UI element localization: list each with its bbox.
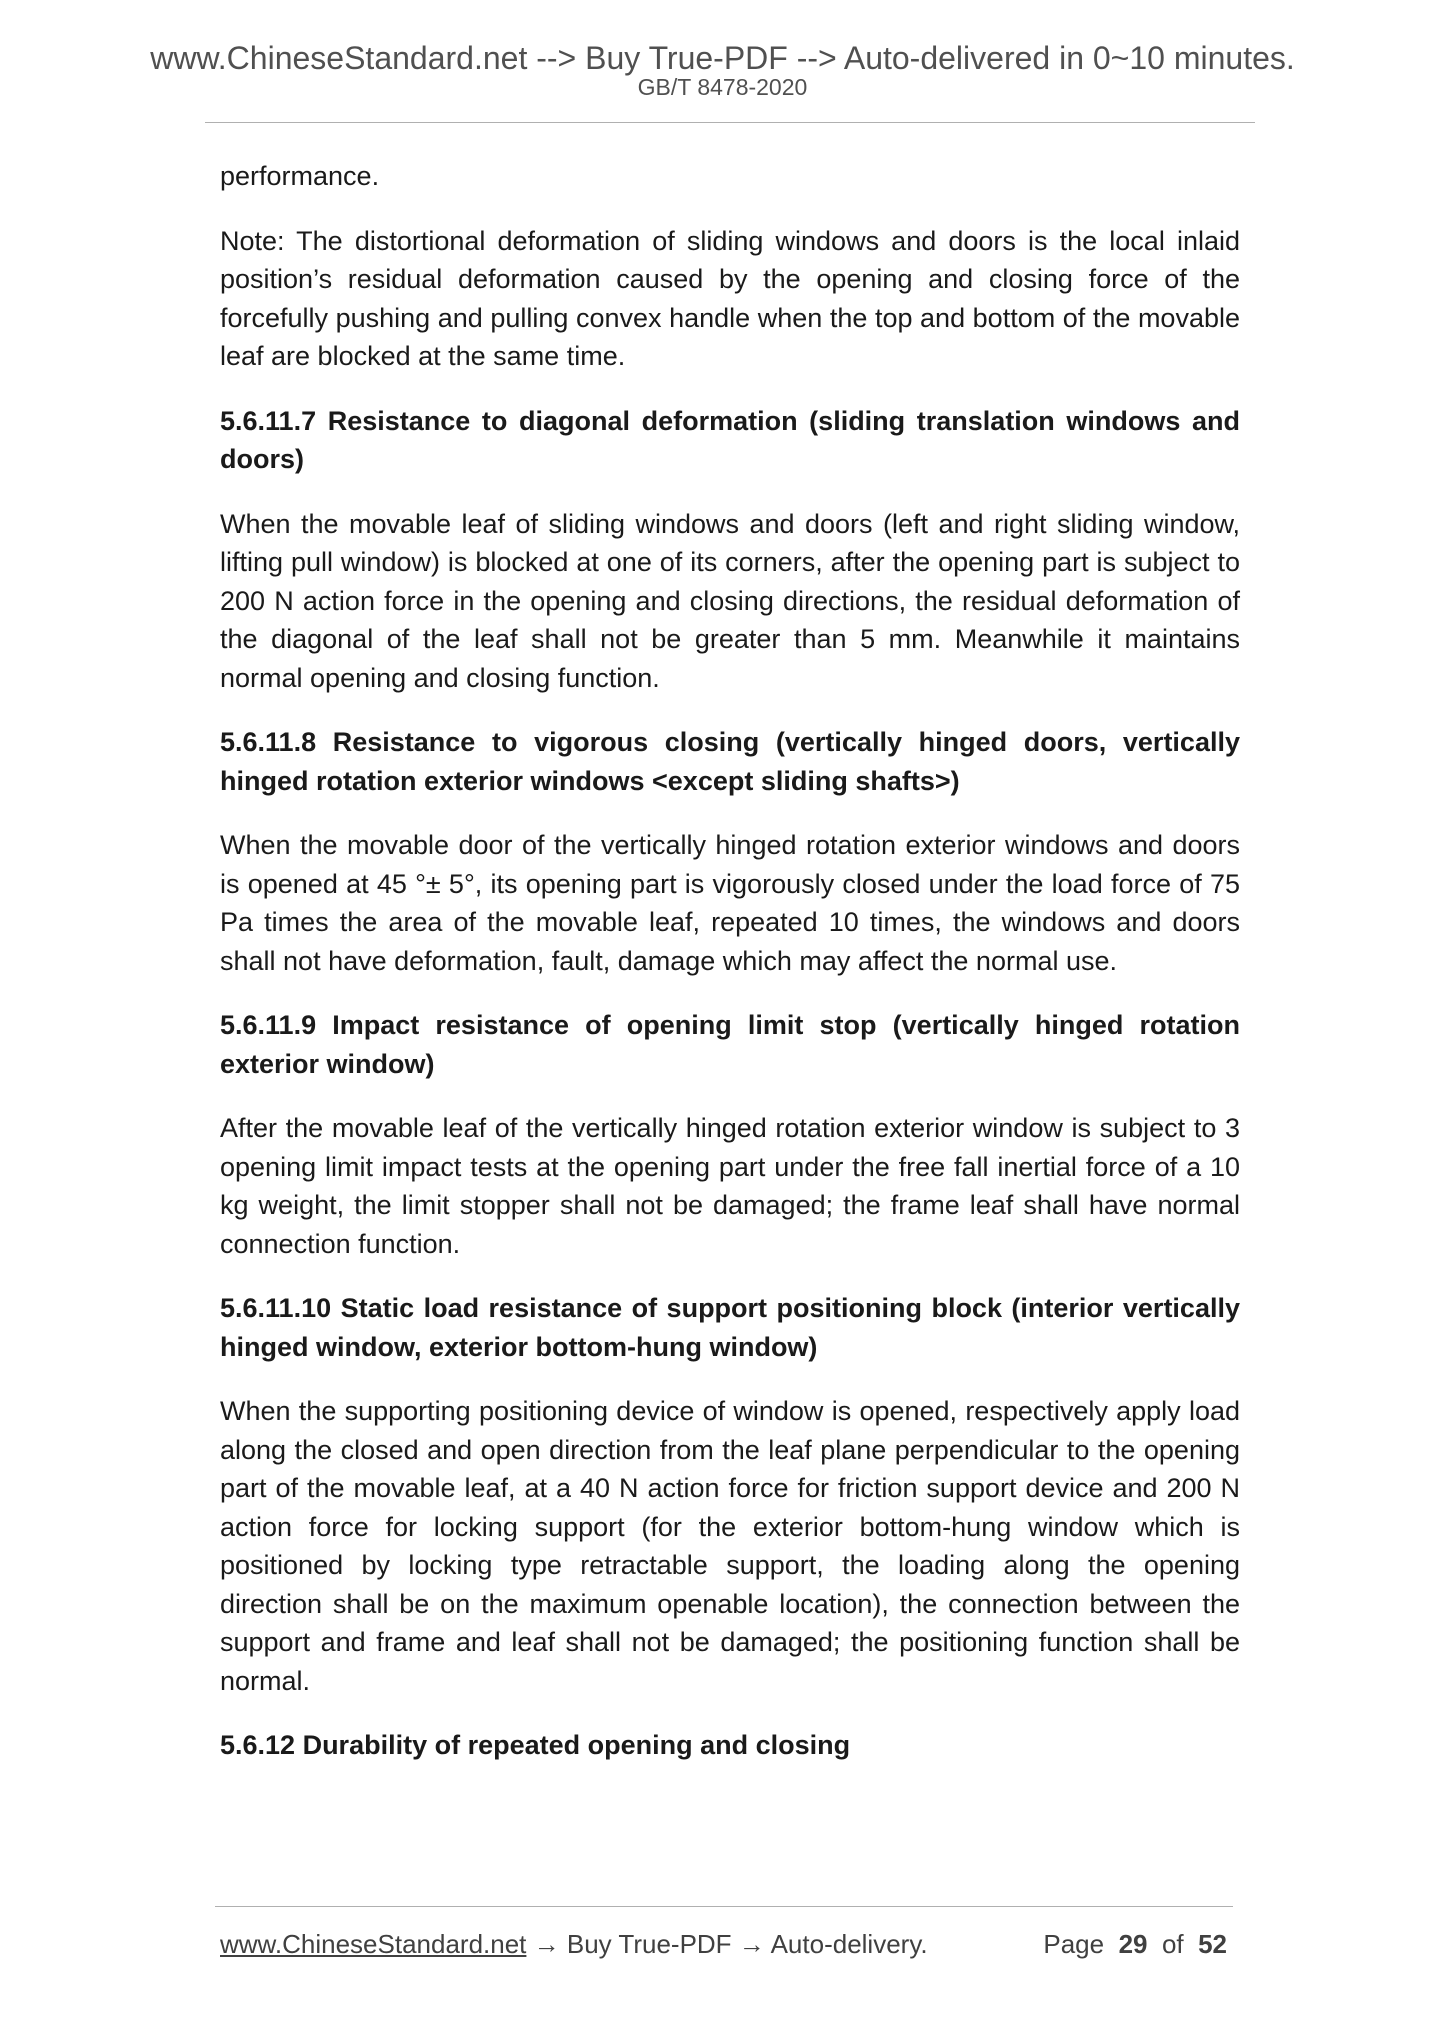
section-heading-5-6-11-7: 5.6.11.7 Resistance to diagonal deformation (sliding translation windows and doors): [220, 405, 1240, 474]
page-content: [220, 157, 1240, 1791]
paragraph-continuation: performance.: [220, 161, 380, 191]
page-indicator: [1043, 1929, 1227, 1959]
note-paragraph: Note: The distortional deformation of sliding windows and doors is the local inlaid position’s residual deformation caused by the opening and closing force of the forcefully pushing and pulling convex handle when the top and bottom of the movable leaf are blocked at the same time.: [220, 225, 1240, 371]
footer-links: [220, 1929, 928, 1959]
footer-delivery-text: Auto-delivery.: [770, 1929, 928, 1959]
footer-buy-text: Buy True-PDF: [566, 1929, 732, 1959]
footer-site-link[interactable]: www.ChineseStandard.net: [220, 1929, 527, 1959]
arrow-icon: →: [526, 1929, 567, 1959]
footer-divider: [215, 1906, 1233, 1907]
paragraph-vigorous-closing: When the movable door of the vertically hinged rotation exterior windows and doors is opened at 45 °± 5°, its opening part is vigorously closed under the load force of 75 Pa times the area of the movable leaf, repeated 10 times, the windows and doors shall not have deformation, fault, damage which may affect the normal use.: [220, 830, 1240, 976]
section-heading-5-6-11-10: 5.6.11.10 Static load resistance of support positioning block (interior vertically hinged window, exterior bottom-hung window): [220, 1293, 1240, 1362]
banner-text: www.ChineseStandard.net --> Buy True-PDF --> Auto-delivered in 0~10 minutes.: [150, 40, 1295, 76]
paragraph-static-load: When the supporting positioning device of window is opened, respectively apply load along the closed and open direction from the leaf plane perpendicular to the opening part of the movable leaf, at a 40 N action force for friction support device and 200 N action force for locking support (for the exterior bottom-hung window which is positioned by locking type retractable support, the loading along the opening direction shall be on the maximum openable location), the connection between the support and frame and leaf shall not be damaged; the positioning function shall be normal.: [220, 1396, 1240, 1696]
of-label: of: [1161, 1929, 1184, 1959]
header-divider: [205, 122, 1255, 123]
arrow-icon: →: [731, 1929, 771, 1959]
paragraph-diagonal-deformation: When the movable leaf of sliding windows and doors (left and right sliding window, lifting pull window) is blocked at one of its corners, after the opening part is subject to 200 N action force in the opening and closing directions, the residual deformation of the diagonal of the leaf shall not be greater than 5 mm. Meanwhile it maintains normal opening and closing function.: [220, 508, 1240, 693]
section-heading-5-6-12: 5.6.12 Durability of repeated opening and closing: [220, 1730, 851, 1760]
page-total: 52: [1198, 1929, 1227, 1959]
section-heading-5-6-11-8: 5.6.11.8 Resistance to vigorous closing (vertically hinged doors, vertically hinged rotation exterior windows <except sliding shafts>): [220, 727, 1240, 796]
standard-code: GB/T 8478-2020: [637, 74, 808, 100]
page-number: 29: [1118, 1929, 1148, 1959]
paragraph-impact-resistance: After the movable leaf of the vertically hinged rotation exterior window is subject to 3 opening limit impact tests at the opening part under the free fall inertial force of a 10 kg weight, the limit stopper shall not be damaged; the frame leaf shall have normal connection function.: [220, 1113, 1240, 1259]
section-heading-5-6-11-9: 5.6.11.9 Impact resistance of opening limit stop (vertically hinged rotation exterior window): [220, 1010, 1240, 1079]
page-label: Page: [1043, 1929, 1105, 1959]
